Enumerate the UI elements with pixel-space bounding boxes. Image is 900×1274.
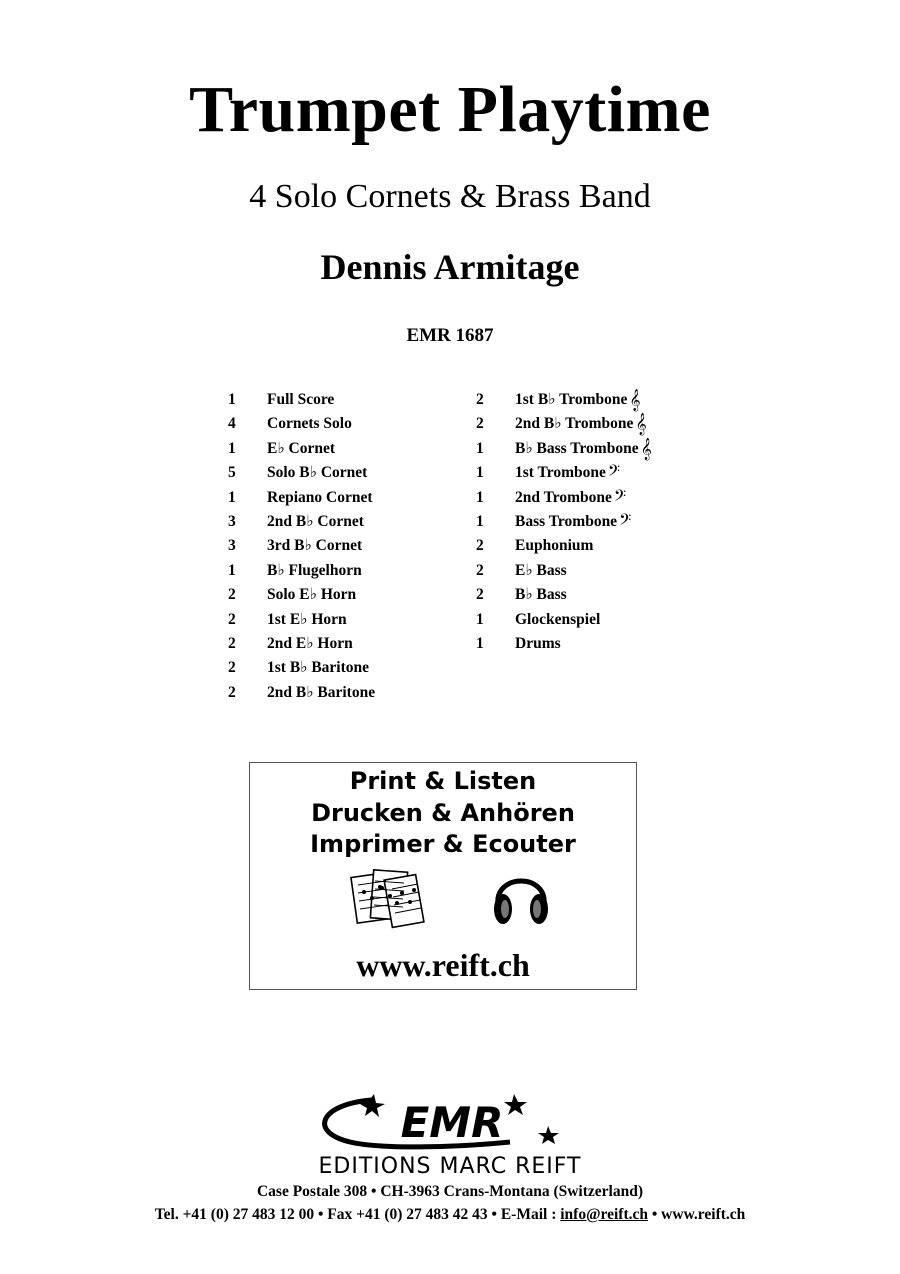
parts-list-left [228, 388, 375, 705]
print-listen-box [249, 762, 637, 990]
part-row [228, 412, 375, 436]
promo-line-french: Imprimer & Ecouter [310, 830, 576, 858]
part-row [228, 559, 375, 583]
promo-line-german: Drucken & Anhören [311, 799, 575, 827]
part-name: 1st E♭ Horn [267, 610, 347, 628]
part-name: Cornets Solo [267, 415, 352, 433]
bass-clef-icon: 𝄢 [613, 486, 627, 509]
part-row [228, 388, 375, 412]
promo-url: www.reift.ch [356, 947, 530, 983]
part-quantity: 1 [228, 488, 236, 506]
part-quantity: 2 [228, 586, 236, 604]
part-quantity: 2 [228, 634, 236, 652]
part-row [476, 461, 652, 485]
part-row [228, 681, 375, 705]
part-row [228, 608, 375, 632]
part-quantity: 1 [476, 634, 484, 652]
part-name: Repiano Cornet [267, 488, 373, 506]
part-name: 1st Trombone [515, 464, 606, 482]
part-row [228, 656, 375, 680]
part-name: 2nd E♭ Horn [267, 634, 353, 652]
part-quantity: 1 [228, 391, 236, 408]
part-quantity: 1 [476, 439, 484, 457]
part-name: Drums [515, 634, 561, 652]
part-quantity: 2 [228, 659, 236, 677]
part-quantity: 1 [476, 610, 484, 628]
treble-clef-icon: 𝄞 [640, 437, 652, 460]
part-quantity: 4 [228, 415, 236, 433]
part-row [476, 608, 652, 632]
part-name: E♭ Bass [515, 561, 567, 579]
part-row [228, 437, 375, 461]
publisher-address: Case Postale 308 • CH-3963 Crans-Montana (Switzerland) [256, 1183, 643, 1200]
part-quantity: 2 [476, 561, 484, 579]
part-name: Full Score [267, 391, 335, 408]
contact-website: • www.reift.ch [648, 1206, 746, 1223]
treble-clef-icon: 𝄞 [629, 389, 641, 411]
part-name: 1st B♭ Baritone [267, 659, 370, 677]
part-row [476, 559, 652, 583]
part-name: 3rd B♭ Cornet [267, 537, 363, 555]
emr-logo [310, 1092, 570, 1152]
part-quantity: 2 [228, 610, 236, 628]
part-quantity: 1 [476, 464, 484, 482]
part-quantity: 1 [228, 561, 236, 579]
part-name: Solo E♭ Horn [267, 586, 357, 604]
subtitle: 4 Solo Cornets & Brass Band [249, 178, 651, 215]
part-quantity: 1 [476, 488, 484, 506]
part-row [228, 461, 375, 485]
part-row [228, 632, 375, 656]
catalog-number: EMR 1687 [406, 325, 494, 346]
part-name: B♭ Bass [515, 586, 567, 604]
part-name: 1st B♭ Trombone [515, 391, 628, 408]
part-quantity: 2 [476, 415, 484, 433]
treble-clef-icon: 𝄞 [635, 413, 647, 436]
emr-logo-text: EMR [400, 1098, 504, 1147]
part-quantity: 3 [228, 537, 236, 555]
part-quantity: 1 [476, 512, 484, 530]
part-row [228, 534, 375, 558]
page-title: Trumpet Playtime [189, 73, 711, 146]
part-name: B♭ Bass Trombone [515, 439, 639, 457]
part-row [228, 486, 375, 510]
part-row [476, 412, 652, 436]
part-name: E♭ Cornet [267, 439, 336, 457]
part-name: 2nd B♭ Baritone [267, 683, 376, 701]
part-name: Euphonium [515, 537, 594, 555]
parts-list-right [476, 388, 652, 656]
part-name: Bass Trombone [515, 512, 618, 530]
part-name: Solo B♭ Cornet [267, 464, 368, 482]
part-name: B♭ Flugelhorn [267, 561, 362, 579]
bass-clef-icon: 𝄢 [607, 462, 621, 485]
part-row [228, 510, 375, 534]
part-quantity: 2 [476, 391, 484, 408]
part-quantity: 2 [228, 683, 236, 701]
headphones-icon [490, 865, 552, 929]
contact-phone-fax: Tel. +41 (0) 27 483 12 00 • Fax +41 (0) 27 483 42 43 • E-Mail : [154, 1206, 561, 1223]
bass-clef-icon: 𝄢 [619, 510, 632, 533]
publisher-contact [0, 1206, 900, 1224]
part-name: 2nd B♭ Trombone [515, 415, 634, 433]
part-name: Glockenspiel [515, 610, 601, 628]
part-row [228, 583, 375, 607]
promo-line-english: Print & Listen [349, 767, 537, 795]
part-row [476, 388, 652, 412]
part-quantity: 3 [228, 512, 236, 530]
part-name: 2nd B♭ Cornet [267, 512, 364, 530]
part-quantity: 2 [476, 537, 484, 555]
part-quantity: 2 [476, 586, 484, 604]
part-row [476, 437, 652, 461]
sheet-music-icon [350, 865, 428, 935]
part-name: 2nd Trombone [515, 488, 612, 506]
publisher-name: EDITIONS MARC REIFT [318, 1154, 582, 1179]
composer-name: Dennis Armitage [320, 247, 580, 287]
email-link[interactable]: info@reift.ch [560, 1206, 648, 1223]
part-quantity: 1 [228, 439, 236, 457]
part-row [476, 583, 652, 607]
part-quantity: 5 [228, 464, 236, 482]
part-row [476, 534, 652, 558]
part-row [476, 510, 652, 534]
part-row [476, 486, 652, 510]
part-row [476, 632, 652, 656]
